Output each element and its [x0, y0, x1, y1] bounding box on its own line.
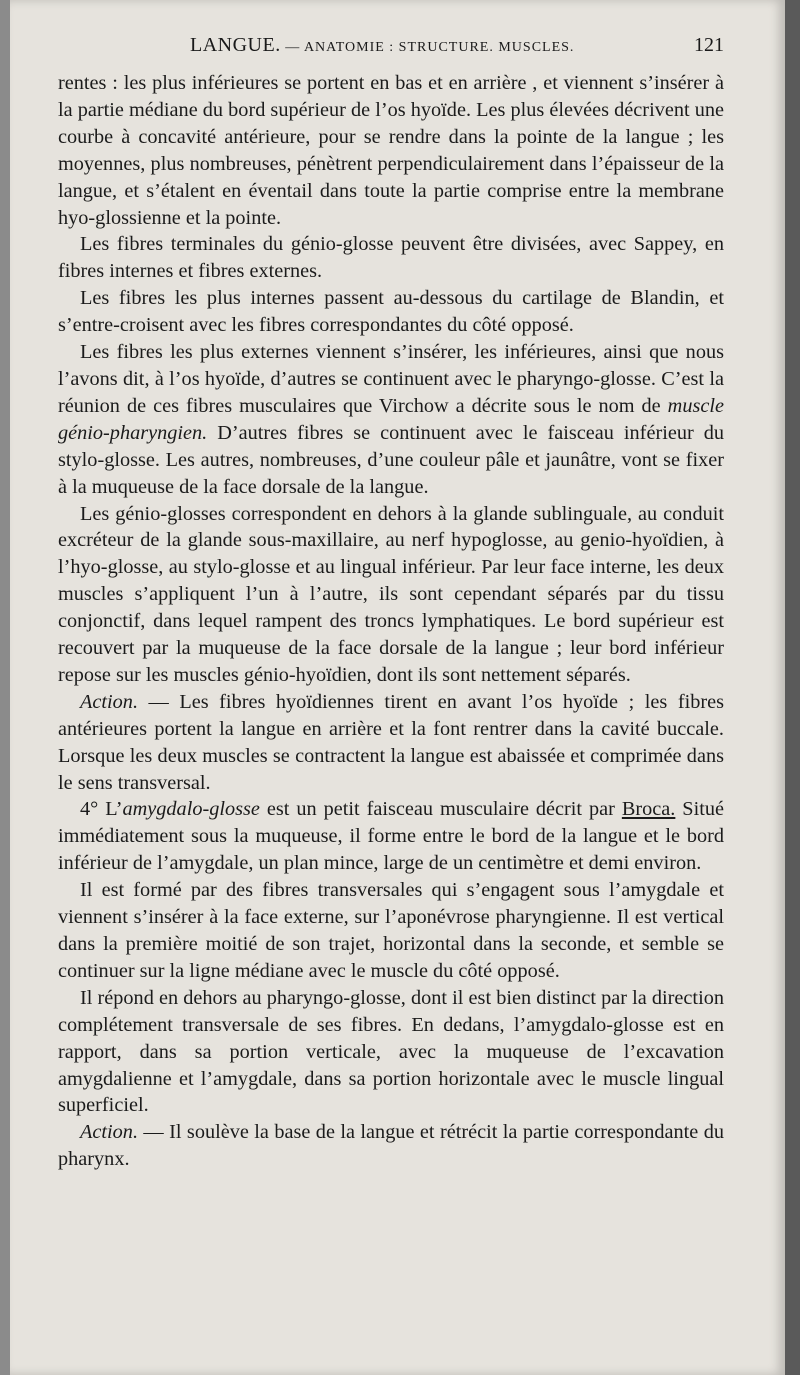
- page-body: [58, 70, 724, 1173]
- paragraph-text: D’autres fibres se continuent avec le faisceau inférieur du stylo-glosse. Les autres, nombreuses, d’une couleur pâle et jaunâtre, vont se fixer à la muqueuse de la face dorsale de la langue.: [58, 421, 724, 498]
- page-number: 121: [694, 34, 724, 56]
- section-number: 4° L’: [80, 798, 123, 821]
- paragraph-text: — Les fibres hyoïdiennes tirent en avant l’os hyoïde ; les fibres antérieures portent la langue en arrière et la font rentrer dans la cavité buccale. Lorsque les deux muscles se contractent la langue est abaissée et comprimée dans le sens transversal.: [58, 690, 724, 794]
- page-header: [58, 34, 724, 58]
- paragraph: rentes : les plus inférieures se portent en bas et en arrière , et viennent s’insérer à la partie médiane du bord supérieur de l’os hyoïde. Les plus élevées décrivent une courbe à concavité antérieure, pour se rendre dans la pointe de la langue ; les moyennes, plus nombreuses, pénètrent perpendiculairement dans l’épaisseur de la langue, et s’étalent en éventail dans toute la partie comprise entre la membrane hyo-glossienne et la pointe.: [58, 72, 724, 229]
- running-head: [190, 34, 574, 57]
- paragraph: [58, 796, 724, 877]
- paragraph: Les fibres terminales du génio-glosse peuvent être divisées, avec Sappey, en fibres internes et fibres externes.: [58, 233, 724, 283]
- section-label: Action.: [80, 1121, 139, 1144]
- paragraph: [58, 339, 724, 500]
- running-head-subtitle: — ANATOMIE : STRUCTURE. MUSCLES.: [285, 40, 575, 55]
- running-head-title: LANGUE.: [190, 34, 281, 56]
- page-edge-shadow: [785, 0, 800, 1375]
- paragraph: Les fibres les plus internes passent au-dessous du cartilage de Blandin, et s’entre-croisent avec les fibres correspondantes du côté opposé.: [58, 287, 724, 337]
- underlined-name: Broca.: [621, 798, 676, 821]
- section-label: Action.: [80, 690, 139, 713]
- paragraph: Les génio-glosses correspondent en dehors à la glande sublinguale, au conduit excréteur de la glande sous-maxillaire, au nerf hypoglosse, au genio-hyoïdien, à l’hyo-glosse, au stylo-glosse et au lingual inférieur. Par leur face interne, les deux muscles s’appliquent l’un à l’autre, ils sont cependant séparés par du tissu conjonctif, dans lequel rampent des troncs lymphatiques. Le bord supérieur est recouvert par la muqueuse de la face dorsale de la langue ; leur bord inférieur repose sur les muscles génio-hyoïdien, dont ils sont nettement séparés.: [58, 502, 724, 686]
- book-page: [10, 0, 785, 1375]
- paragraph: [58, 1119, 724, 1173]
- paragraph-text: est un petit faisceau musculaire décrit par: [259, 798, 622, 821]
- paragraph-text: Situé immédiatement sous la muqueuse, il forme entre le bord de la langue et le bord inférieur de l’amygdale, un plan mince, large de un centimètre et demi environ.: [58, 798, 724, 875]
- paragraph: Il est formé par des fibres transversales qui s’engagent sous l’amygdale et viennent s’insérer à la face externe, sur l’aponévrose pharyngienne. Il est vertical dans la première moitié de son trajet, horizontal dans la seconde, et semble se continuer sur la ligne médiane avec le muscle du côté opposé.: [58, 879, 724, 982]
- term-italic: amygdalo-glosse: [122, 798, 260, 821]
- paragraph-text: Les fibres les plus externes viennent s’insérer, les inférieures, ainsi que nous l’avons dit, à l’os hyoïde, d’autres se continuent avec le pharyngo-glosse. C’est la réunion de ces fibres musculaires que Virchow a décrite sous le nom de: [58, 341, 724, 417]
- paragraph-text: — Il soulève la base de la langue et rétrécit la partie correspondante du pharynx.: [58, 1121, 724, 1171]
- paragraph: Il répond en dehors au pharyngo-glosse, dont il est bien distinct par la direction complétement transversale de ses fibres. En dedans, l’amygdalo-glosse est en rapport, dans sa portion verticale, avec la muqueuse de l’excavation amygdalienne et l’amygdale, dans sa portion horizontale avec le muscle lingual superficiel.: [58, 986, 724, 1117]
- term-italic: muscle génio-pharyngien.: [58, 394, 724, 444]
- paragraph: [58, 689, 724, 797]
